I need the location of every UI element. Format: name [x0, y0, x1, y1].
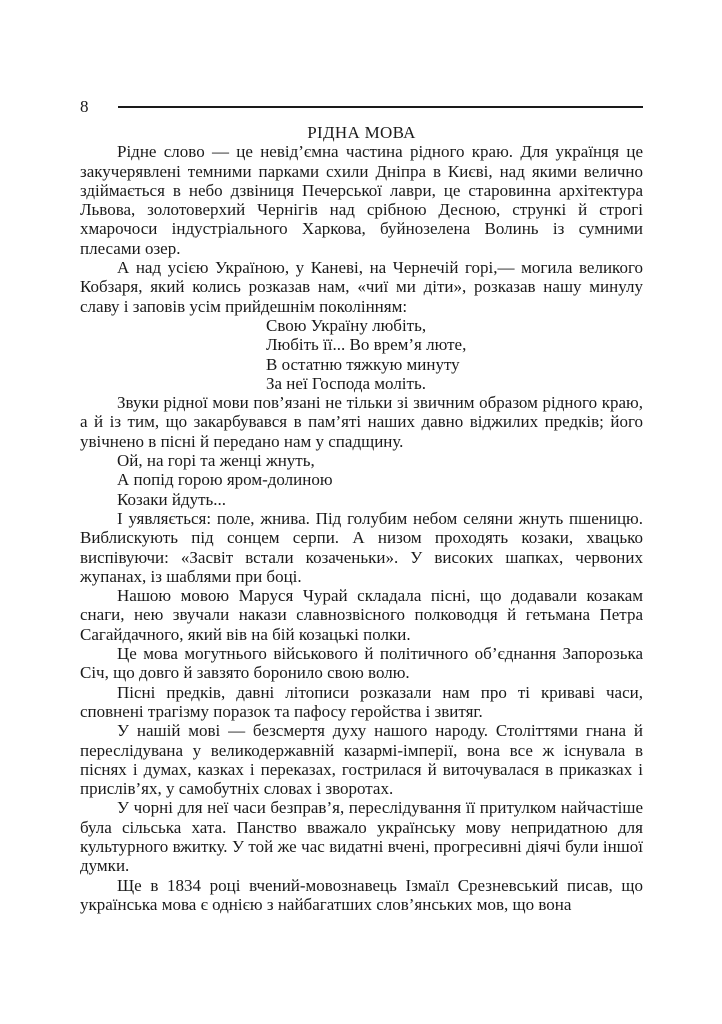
paragraph: Рідне слово — це невід’ємна частина рідного краю. Для українця це закучерявлені темними парками схили Дніпра в Києві, над якими велично здіймається в небо дзвіниця Печерської лаври, це старовинна архітектура Львова, золотоверхий Чернігів над срібною Десною, стрункі й строгі хмарочоси індустріального Харкова, буйнозелена Волинь із сумними плесами озер.	[80, 142, 643, 258]
paragraph: Звуки рідної мови пов’язані не тільки зі звичним образом рідного краю, а й із тим, що закарбувався в пам’яті наших давно віджилих предків; його увічнено в пісні й передано нам у спадщину.	[80, 393, 643, 451]
paragraph: Пісні предків, давні літописи розказали нам про ті криваві часи, сповнені трагізму поразок та пафосу геройства і звитяг.	[80, 682, 643, 721]
song-line: А попід горою яром-долиною	[117, 470, 333, 490]
paragraph: У чорні для неї часи безправ’я, переслідування її притулком найчастіше була сільська хата. Панство вважало українську мову непридатною для культурного вжитку. У той же час видатні вчені, прогресивні діячі були іншої думки.	[80, 798, 643, 876]
song-line: Козаки йдуть...	[117, 489, 227, 509]
page-title: РІДНА МОВА	[307, 123, 416, 142]
paragraph: У нашій мові — безсмертя духу нашого народу. Століттями гнана й переслідувана у великодержавній казармі-імперії, вона все ж існувала в піснях і думах, казках і переказах, гострилася й виточувалася в приказках і прислів’ях, у самобутніх словах і зворотах.	[80, 721, 643, 799]
paragraph: А над усією Україною, у Каневі, на Чернечій горі,— могила великого Кобзаря, який колись розказав нам, «чиї ми діти», розказав нашу минулу славу і заповів усім прийдешнім поколінням:	[80, 258, 643, 316]
page-content	[80, 123, 643, 914]
poem-line: В остатню тяжкую минуту	[266, 354, 460, 374]
poem-line: Свою Україну любіть,	[266, 315, 427, 335]
paragraph: Ще в 1834 році вчений-мовознавець Ізмаїл Срезневський писав, що українська мова є однією з найбагатших слов’янських мов, що вона	[80, 875, 643, 914]
poem-line: За неї Господа моліть.	[266, 373, 426, 393]
song-quote	[80, 451, 643, 509]
poem-line: Любіть її... Во врем’я люте,	[266, 335, 467, 355]
header-rule	[118, 106, 643, 108]
paragraph: Нашою мовою Маруся Чурай складала пісні, що додавали козакам снаги, нею звучали накази славнозвісного полководця й гетьмана Петра Сагайдачного, який вів на бій козацькі полки.	[80, 586, 643, 644]
page-number: 8	[80, 97, 89, 116]
paragraph: І уявляється: поле, жнива. Під голубим небом селяни жнуть пшеницю. Виблискують під сонцем серпи. А низом проходять козаки, хвацько виспівуючи: «Засвіт встали козаченьки». У високих шапках, червоних жупанах, із шаблями при боці.	[80, 508, 643, 586]
poem-quote	[80, 316, 643, 393]
paragraph: Це мова могутнього військового й політичного об’єднання Запорозька Січ, що довго й завзято боронило свою волю.	[80, 644, 643, 683]
song-line: Ой, на горі та женці жнуть,	[117, 451, 315, 471]
